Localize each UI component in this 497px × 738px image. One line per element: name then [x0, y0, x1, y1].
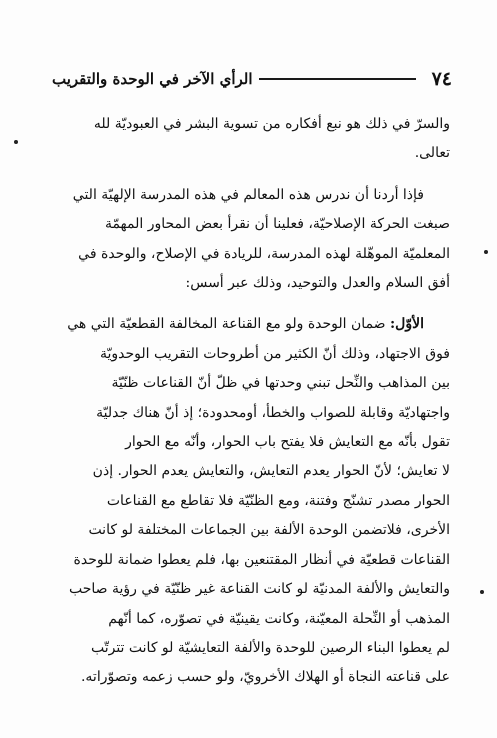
paragraph-2 [52, 181, 450, 299]
text-line: المعلميّة الموهّلة لهذه المدرسة، للريادة في الإصلاح، والوحدة في [78, 245, 450, 262]
text-line-rest: ضمان الوحدة ولو مع القناعة المخالفة القطعيّة التي هي [67, 316, 391, 333]
text-line: فإذا أردنا أن ندرس هذه المعالم في هذه المدرسة الإلهيّة التي [72, 186, 424, 203]
text-line: القناعات قطعيّة في أنظار المقتنعين بها، فلم يعطوا ضمانة للوحدة [73, 551, 450, 568]
text-line: تقول بأنّه مع التعايش فلا يفتح باب الحوار، وأنّه مع الحوار [125, 434, 450, 451]
text-line: لم يعطوا البناء الرصين للوحدة والألفة التعايشيّة لو كانت تترتّب [90, 639, 450, 656]
margin-dot [14, 140, 18, 144]
margin-dot [484, 250, 488, 254]
text-line: على قناعته النجاة أو الهلاك الأخرويّ، ولو حسب زعمه وتصوّراته. [80, 669, 450, 686]
paragraph-1 [52, 110, 450, 169]
text-line: فوق الاجتهاد، وذلك أنّ الكثير من أطروحات التقريب الوحدويّة [99, 345, 450, 362]
text-line: والتعايش والألفة المدنيّة لو كانت القناعة غير ظنّيّة في رؤية صاحب [69, 581, 450, 598]
text-line: تعالى. [414, 145, 450, 162]
text-line: الحوار مصدر تشنّج وفتنة، ومع الظنّيّة فلا تقاطع مع القناعات [106, 492, 450, 509]
text-line: واجتهاديّة وقابلة للصواب والخطأ، أومحدودة؛ إذ أنّ هناك جدليّة [96, 404, 450, 421]
running-title: الرأي الآخر في الوحدة والتقريب [52, 70, 253, 88]
page-number: ٧٤ [431, 68, 452, 90]
text-line: بين المذاهب والنِّحل تبني وحدتها في ظلّ أنّ القناعات ظنّيّة [111, 375, 450, 392]
margin-dot [480, 590, 484, 594]
text-line: والسرّ في ذلك هو نبع أفكاره من تسوية البشر في العبوديّة لله [93, 116, 450, 132]
section-lead: الأوّل: [390, 316, 424, 333]
text-line: أفق السلام والعدل والتوحيد، وذلك عبر أسس: [185, 275, 450, 292]
page-header [52, 66, 452, 92]
text-line: المذهب أو النِّحلة المعيّنة، وكانت يقينيّة في تصوّره، كما أنّهم [108, 610, 450, 627]
paragraph-3 [52, 310, 450, 692]
text-line [52, 310, 450, 339]
text-line: الأخرى، فلاتضمن الوحدة الألفة بين الجماعات المختلفة لو كانت [88, 522, 450, 539]
header-rule [259, 78, 416, 80]
text-line: صبغت الحركة الإصلاحيّة، فعلينا أن نقرأ بعض المحاور المهمّة [104, 216, 450, 233]
text-line: لا تعايش؛ لأنّ الحوار يعدم التعايش، والتعايش يعدم الحوار. إذن [92, 463, 450, 480]
body-text [52, 110, 450, 693]
